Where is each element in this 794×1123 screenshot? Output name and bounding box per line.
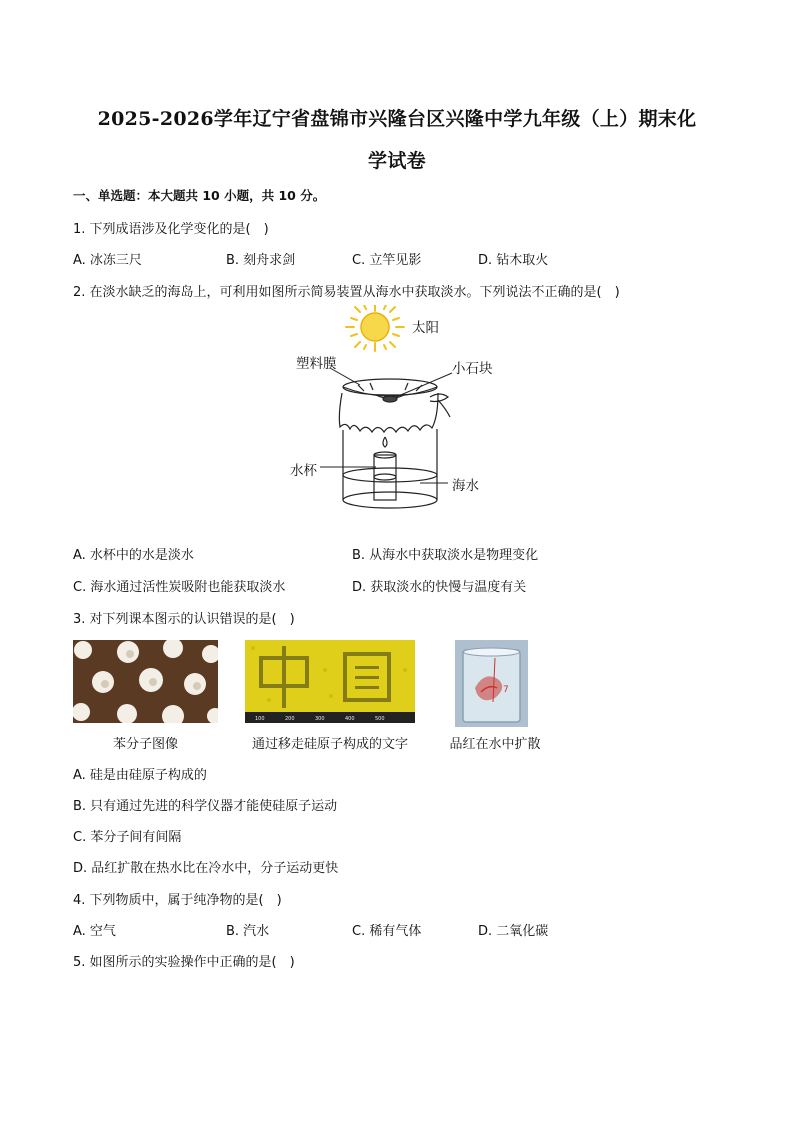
q4-option-c[interactable]: C. 稀有气体 bbox=[352, 924, 422, 939]
q2-option-b[interactable]: B. 从海水中获取淡水是物理变化 bbox=[352, 548, 539, 563]
svg-text:200: 200 bbox=[285, 716, 295, 722]
q3-option-b[interactable]: B. 只有通过先进的科学仪器才能使硅原子运动 bbox=[73, 799, 338, 814]
label-water-cup: 水杯 bbox=[290, 463, 317, 479]
exam-title-line2: 学试卷 bbox=[368, 150, 426, 172]
label-seawater: 海水 bbox=[452, 478, 479, 494]
exam-title-line1: 2025-2026学年辽宁省盘锦市兴隆台区兴隆中学九年级（上）期末化 bbox=[97, 108, 697, 130]
label-plastic-film: 塑料膜 bbox=[296, 356, 337, 372]
svg-text:100: 100 bbox=[255, 716, 265, 722]
beaker-diffusion-image bbox=[455, 640, 528, 727]
question-5-stem: 5. 如图所示的实验操作中正确的是( ) bbox=[73, 955, 295, 970]
q4-option-d[interactable]: D. 二氧化碳 bbox=[478, 924, 549, 939]
silicon-atoms-image bbox=[245, 640, 415, 723]
section-heading: 一、单选题：本大题共 10 小题，共 10 分。 bbox=[73, 188, 326, 203]
svg-text:7: 7 bbox=[503, 685, 509, 695]
q1-option-b[interactable]: B. 刻舟求剑 bbox=[226, 253, 296, 268]
q1-option-d[interactable]: D. 钻木取火 bbox=[478, 253, 549, 268]
svg-text:300: 300 bbox=[315, 716, 325, 722]
q3-option-c[interactable]: C. 苯分子间有间隔 bbox=[73, 830, 182, 845]
question-1-stem: 1. 下列成语涉及化学变化的是( ) bbox=[73, 222, 269, 237]
question-3-stem: 3. 对下列课本图示的认识错误的是( ) bbox=[73, 612, 295, 627]
caption-benzene: 苯分子图像 bbox=[112, 737, 178, 752]
caption-silicon: 通过移走硅原子构成的文字 bbox=[251, 737, 408, 752]
q2-option-a[interactable]: A. 水杯中的水是淡水 bbox=[73, 548, 194, 563]
svg-text:500: 500 bbox=[375, 716, 385, 722]
q4-option-a[interactable]: A. 空气 bbox=[73, 924, 116, 939]
label-small-stone: 小石块 bbox=[452, 361, 493, 377]
q1-option-a[interactable]: A. 冰冻三尺 bbox=[73, 253, 142, 268]
q4-option-b[interactable]: B. 汽水 bbox=[226, 924, 270, 939]
q3-option-a[interactable]: A. 硅是由硅原子构成的 bbox=[73, 768, 207, 783]
q2-option-c[interactable]: C. 海水通过活性炭吸附也能获取淡水 bbox=[73, 580, 286, 595]
q3-option-d[interactable]: D. 品红扩散在热水比在冷水中，分子运动更快 bbox=[73, 861, 339, 876]
benzene-molecule-image bbox=[73, 640, 218, 723]
svg-text:400: 400 bbox=[345, 716, 355, 722]
solar-still-figure bbox=[280, 305, 520, 530]
q2-option-d[interactable]: D. 获取淡水的快慢与温度有关 bbox=[352, 580, 527, 595]
question-4-stem: 4. 下列物质中，属于纯净物的是( ) bbox=[73, 893, 282, 908]
question-2-stem: 2. 在淡水缺乏的海岛上，可利用如图所示简易装置从海水中获取淡水。下列说法不正确的是( ) bbox=[73, 285, 620, 300]
sun-icon bbox=[346, 305, 404, 351]
caption-beaker: 品红在水中扩散 bbox=[449, 737, 541, 752]
container-drawing bbox=[339, 379, 450, 508]
label-sun: 太阳 bbox=[412, 320, 439, 336]
q1-option-c[interactable]: C. 立竿见影 bbox=[352, 253, 422, 268]
